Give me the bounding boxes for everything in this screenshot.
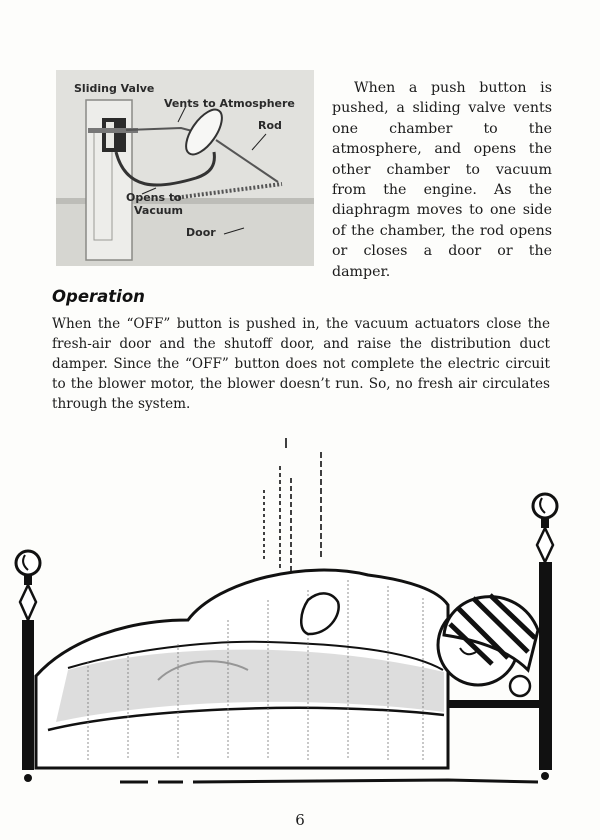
- sleeping-man-illustration: [8, 430, 568, 800]
- label-rod: Rod: [258, 119, 282, 132]
- intro-text: When a push button is pushed, a sliding valve vents one chamber to the atmosphere, and opens the other chamber to vacuum from the engine. As the diaphragm moves to one side of the chamber, the rod opens or closes a door or the damper.: [332, 80, 552, 280]
- bed-blanket: [36, 570, 448, 768]
- intro-paragraph: [332, 78, 552, 282]
- label-sliding-valve: Sliding Valve: [74, 82, 155, 95]
- vacuum-actuator-diagram: [56, 70, 314, 266]
- label-vents: Vents to Atmosphere: [164, 97, 295, 110]
- label-door: Door: [186, 226, 216, 239]
- label-vacuum: Vacuum: [134, 204, 183, 217]
- page-number: 6: [295, 811, 305, 829]
- section-heading: Operation: [52, 287, 145, 306]
- sleeping-head: [438, 595, 538, 696]
- motion-lines: [264, 438, 321, 580]
- section-body: When the “OFF” button is pushed in, the vacuum actuators close the fresh-air door and the shutoff door, and raise the distribution duct damper. Since the “OFF” button does not complete the electric circuit to the blower motor, the blower doesn’t run. So, no fresh air circulates through the system.: [52, 316, 550, 412]
- label-opens-to: Opens to: [126, 191, 182, 204]
